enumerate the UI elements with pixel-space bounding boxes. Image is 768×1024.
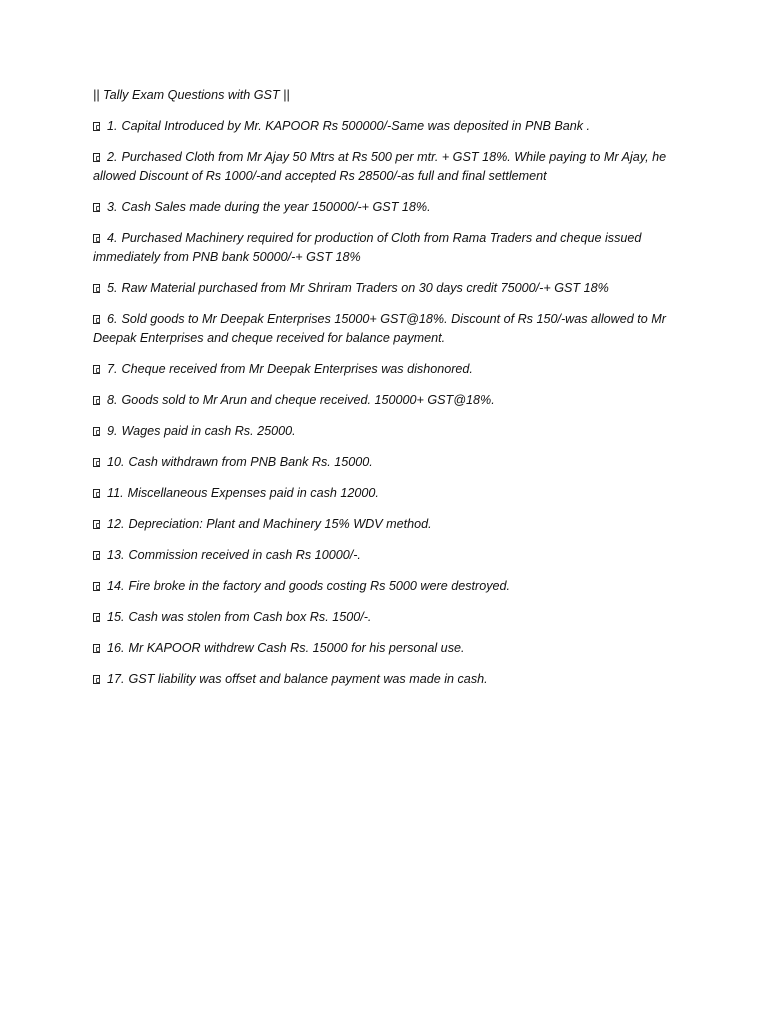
missing-glyph-box-icon [93, 675, 100, 684]
question-item [93, 117, 683, 136]
missing-glyph-box-icon [93, 582, 100, 591]
question-number: 2. [107, 150, 118, 164]
missing-glyph-box-icon [93, 427, 100, 436]
missing-glyph-box-icon [93, 458, 100, 467]
missing-glyph-box-icon [93, 644, 100, 653]
question-number: 6. [107, 312, 118, 326]
missing-glyph-box-icon [93, 365, 100, 374]
question-item [93, 391, 683, 410]
missing-glyph-box-icon [93, 396, 100, 405]
missing-glyph-box-icon [93, 153, 100, 162]
question-text: Cash withdrawn from PNB Bank Rs. 15000. [128, 455, 373, 469]
question-text: Wages paid in cash Rs. 25000. [121, 424, 296, 438]
question-text: Commission received in cash Rs 10000/-. [128, 548, 361, 562]
missing-glyph-box-icon [93, 613, 100, 622]
question-item [93, 670, 683, 689]
question-item [93, 360, 683, 379]
question-item [93, 310, 683, 348]
question-text: Cash was stolen from Cash box Rs. 1500/-. [128, 610, 372, 624]
question-item [93, 515, 683, 534]
question-text: Raw Material purchased from Mr Shriram Traders on 30 days credit 75000/-+ GST 18% [121, 281, 609, 295]
question-number: 11. [107, 486, 124, 500]
missing-glyph-box-icon [93, 551, 100, 560]
question-text: Cash Sales made during the year 150000/-+ GST 18%. [121, 200, 431, 214]
question-number: 9. [107, 424, 118, 438]
question-item [93, 453, 683, 472]
missing-glyph-box-icon [93, 122, 100, 131]
question-item [93, 484, 683, 503]
question-item [93, 198, 683, 217]
question-text: Cheque received from Mr Deepak Enterprises was dishonored. [121, 362, 473, 376]
question-text: GST liability was offset and balance payment was made in cash. [128, 672, 488, 686]
question-number: 10. [107, 455, 125, 469]
question-item [93, 639, 683, 658]
missing-glyph-box-icon [93, 203, 100, 212]
question-text: Sold goods to Mr Deepak Enterprises 15000+ GST@18%. Discount of Rs 150/-was allowed to Mr Deepak Enterprises and cheque received for balance payment. [93, 312, 666, 345]
question-number: 16. [107, 641, 125, 655]
missing-glyph-box-icon [93, 234, 100, 243]
missing-glyph-box-icon [93, 315, 100, 324]
missing-glyph-box-icon [93, 520, 100, 529]
question-number: 14. [107, 579, 125, 593]
question-item [93, 422, 683, 441]
question-number: 5. [107, 281, 118, 295]
question-item [93, 577, 683, 596]
question-text: Purchased Cloth from Mr Ajay 50 Mtrs at Rs 500 per mtr. + GST 18%. While paying to Mr Ajay, he allowed Discount of Rs 1000/-and accepted Rs 28500/-as full and final settlement [93, 150, 667, 183]
question-text: Goods sold to Mr Arun and cheque received. 150000+ GST@18%. [121, 393, 495, 407]
question-number: 12. [107, 517, 125, 531]
document-title: || Tally Exam Questions with GST || [93, 88, 290, 102]
question-number: 1. [107, 119, 118, 133]
question-text: Capital Introduced by Mr. KAPOOR Rs 500000/-Same was deposited in PNB Bank . [121, 119, 591, 133]
missing-glyph-box-icon [93, 284, 100, 293]
question-item [93, 546, 683, 565]
missing-glyph-box-icon [93, 489, 100, 498]
question-text: Miscellaneous Expenses paid in cash 12000. [127, 486, 379, 500]
question-item [93, 148, 683, 186]
question-item [93, 279, 683, 298]
question-text: Mr KAPOOR withdrew Cash Rs. 15000 for his personal use. [128, 641, 465, 655]
question-number: 8. [107, 393, 118, 407]
question-number: 17. [107, 672, 125, 686]
question-item [93, 608, 683, 627]
question-text: Fire broke in the factory and goods costing Rs 5000 were destroyed. [128, 579, 511, 593]
question-number: 4. [107, 231, 118, 245]
question-number: 3. [107, 200, 118, 214]
question-number: 15. [107, 610, 125, 624]
question-number: 13. [107, 548, 125, 562]
question-text: Depreciation: Plant and Machinery 15% WDV method. [128, 517, 432, 531]
question-number: 7. [107, 362, 118, 376]
question-item [93, 229, 683, 267]
question-text: Purchased Machinery required for production of Cloth from Rama Traders and cheque issued immediately from PNB bank 50000/-+ GST 18% [93, 231, 642, 264]
document-body [93, 86, 683, 701]
